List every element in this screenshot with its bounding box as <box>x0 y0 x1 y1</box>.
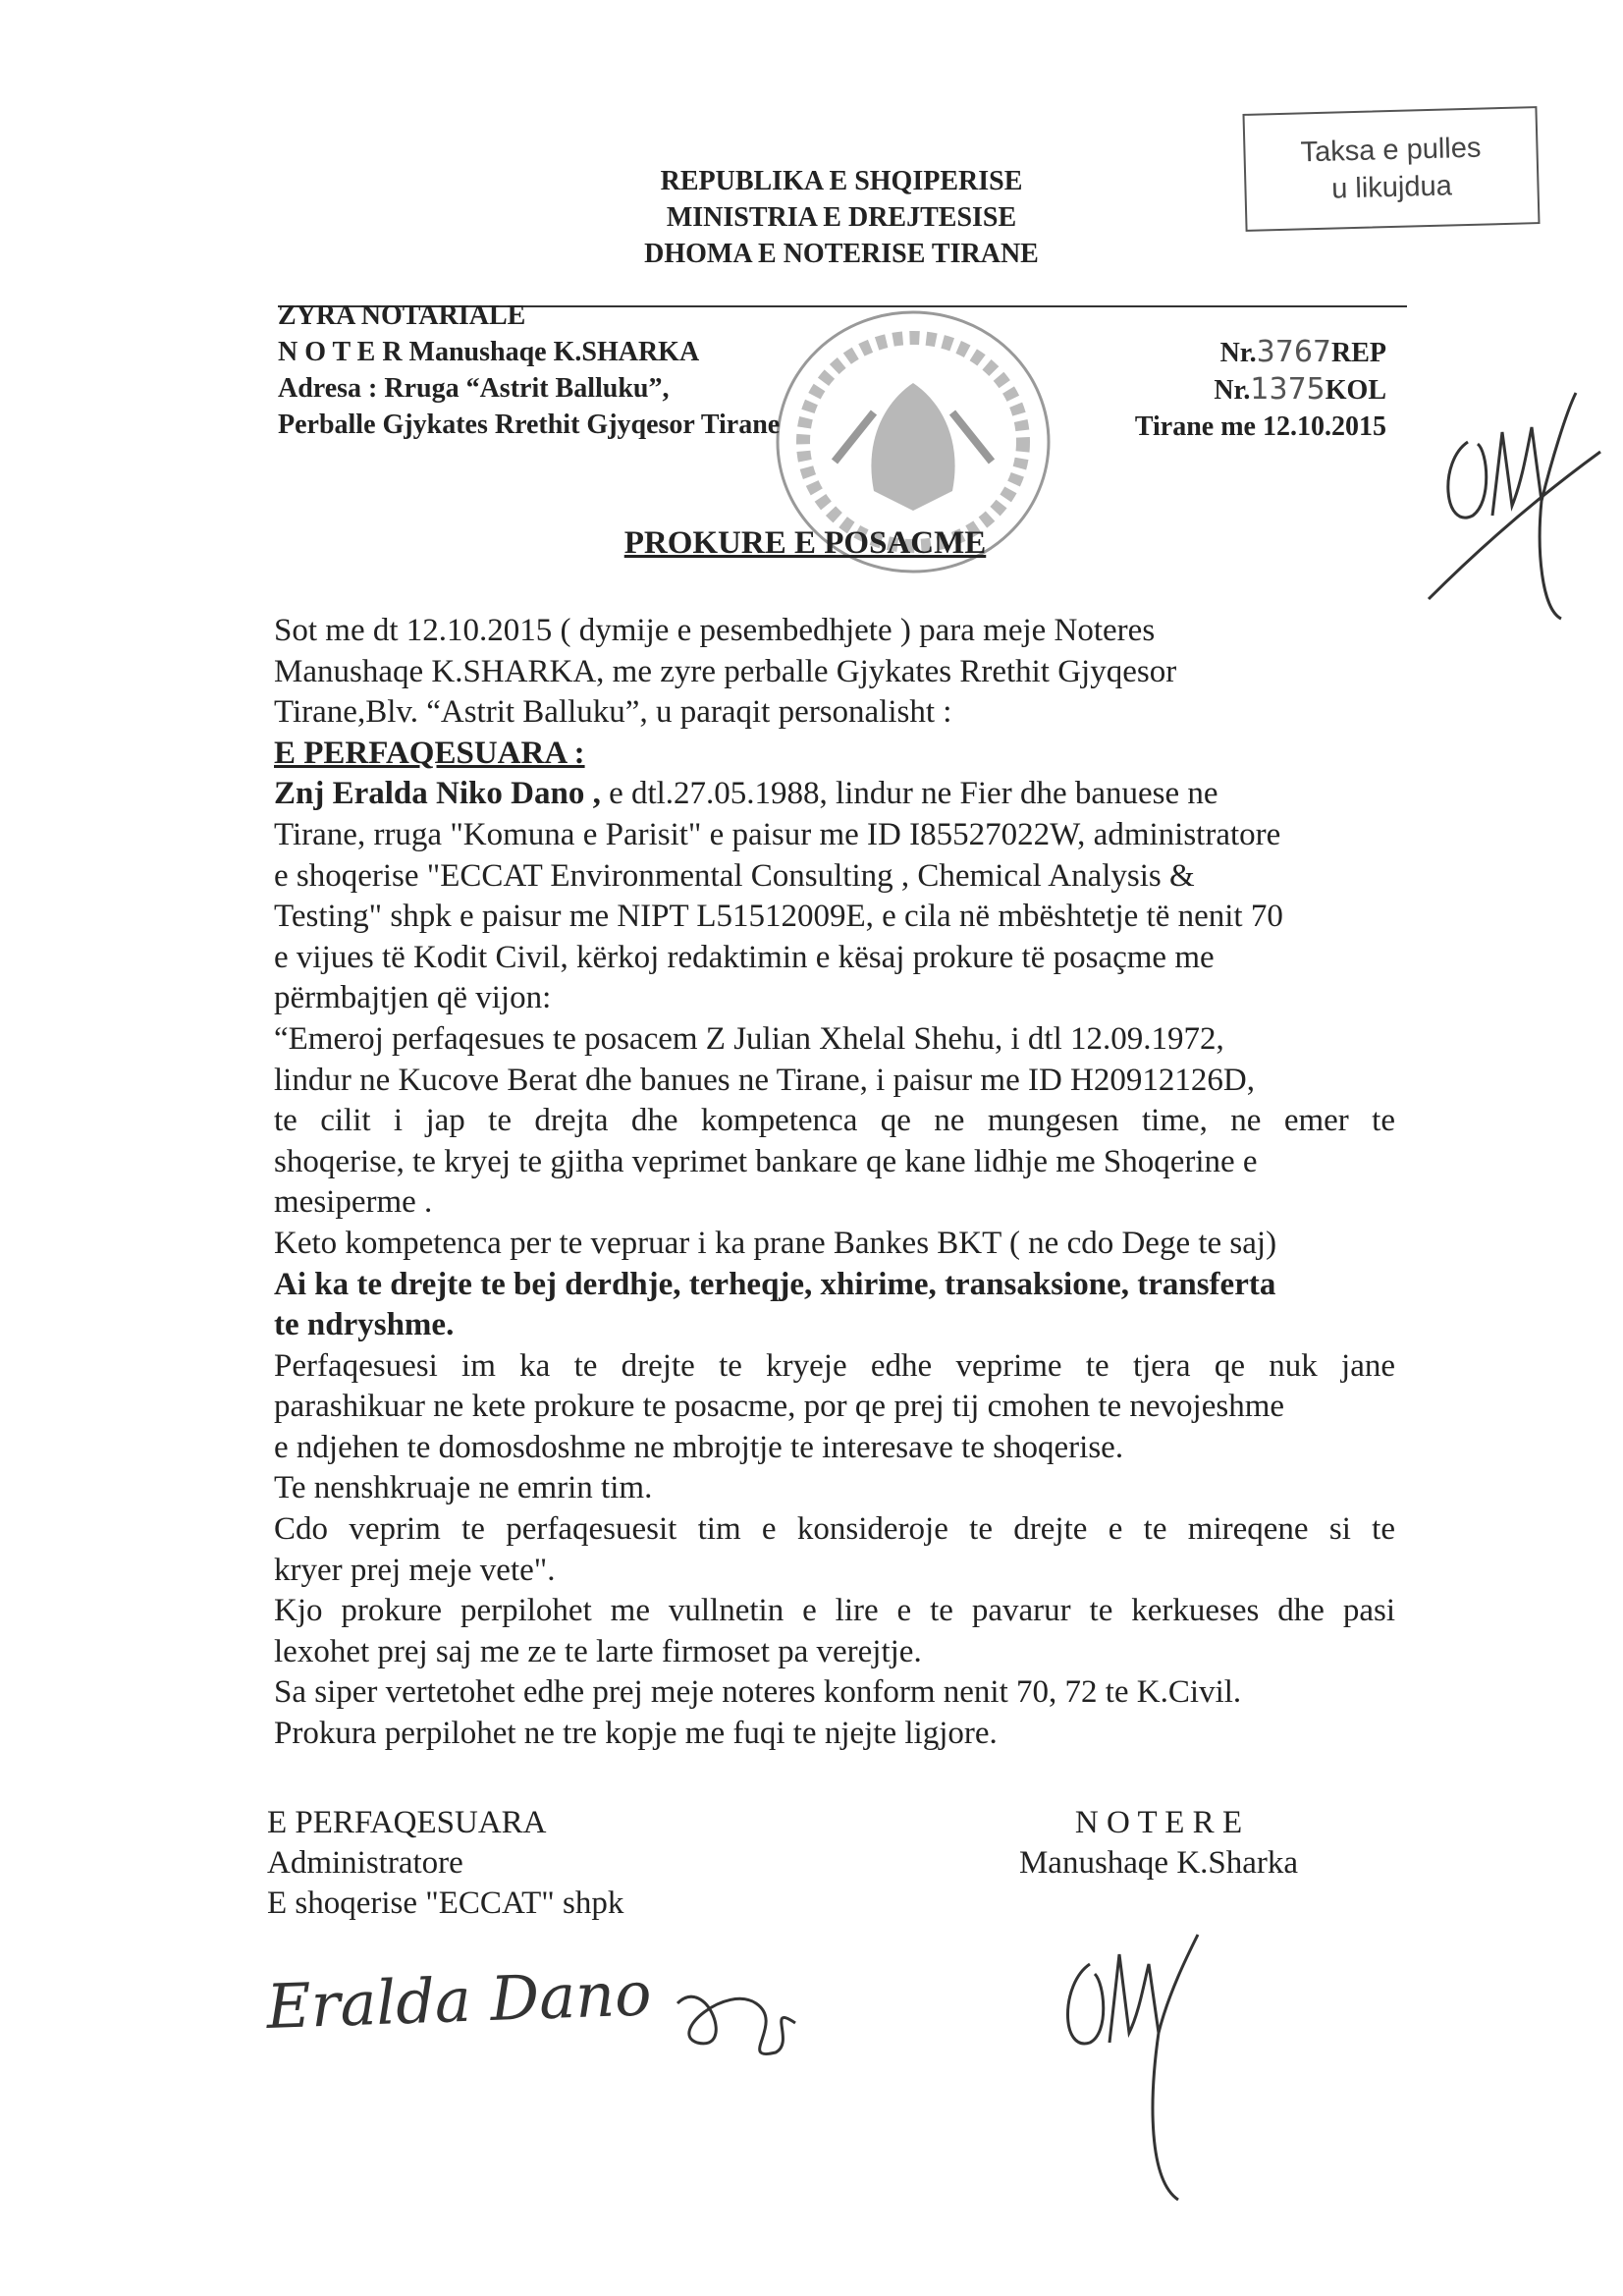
notary-office-block <box>278 298 780 443</box>
body-line: e vijues të Kodit Civil, kërkoj redaktimin e kësaj prokure të posaçme me <box>274 939 1215 975</box>
tax-paid-stamp <box>1242 106 1540 232</box>
body-line: shoqerise, te kryej te gjitha veprimet bankare qe kane lidhje me Shoqerine e <box>274 1143 1258 1179</box>
body-line: mesiperme . <box>274 1184 433 1221</box>
document-date: Tirane me 12.10.2015 <box>1134 411 1386 442</box>
body-line: “Emeroj perfaqesues te posacem Z Julian Xhelal Shehu, i dtl 12.09.1972, <box>274 1020 1224 1057</box>
body-line: Tirane,Blv. “Astrit Balluku”, u paraqit personalisht : <box>274 694 952 731</box>
body-line: lindur ne Kucove Berat dhe banues ne Tirane, i paisur me ID H20912126D, <box>274 1062 1255 1098</box>
body-line: e ndjehen te domosdoshme ne mbrojtje te interesave te shoqerise. <box>274 1429 1124 1465</box>
body-line: kryer prej meje vete". <box>274 1552 556 1588</box>
principal-signature-block <box>267 1803 623 1924</box>
stamp-line: Taksa e pulles <box>1300 132 1482 169</box>
reference-numbers <box>1080 334 1386 445</box>
body-line: te cilit i jap te drejta dhe kompetenca qe ne mungesen time, ne emer te <box>274 1103 1395 1139</box>
body-line: te ndryshme. <box>274 1307 455 1343</box>
body-line: Prokura perpilohet ne tre kopje me fuqi te njejte ligjore. <box>274 1716 998 1752</box>
kol-number: Nr.1375KOL <box>1214 372 1386 407</box>
signature-label: Administratore <box>267 1845 463 1881</box>
body-line: Sot me dt 12.10.2015 ( dymije e pesembedhjete ) para meje Noteres <box>274 613 1156 648</box>
signature-label: E shoqerise "ECCAT" shpk <box>267 1886 624 1921</box>
body-line: Tirane, rruga "Komuna e Parisit" e paisur me ID I85527022W, administratore <box>274 816 1281 852</box>
section-heading: E PERFAQESUARA : <box>274 735 585 771</box>
body-line: Znj Eralda Niko Dano , e dtl.27.05.1988, lindur ne Fier dhe banuese ne <box>274 776 1218 812</box>
office-line: ZYRA NOTARIALE <box>278 301 526 331</box>
stamp-line: u likujdua <box>1330 170 1453 205</box>
body-line: Testing" shpk e paisur me NIPT L51512009E, e cila në mbështetje të nenit 70 <box>274 899 1283 935</box>
body-line: Kjo prokure perpilohet me vullnetin e lire e te pavarur te kerkueses dhe pasi <box>274 1593 1395 1629</box>
office-line: N O T E R Manushaqe K.SHARKA <box>278 337 700 367</box>
header-line: DHOMA E NOTERISE TIRANE <box>644 239 1039 269</box>
header-line: MINISTRIA E DREJTESISE <box>666 202 1017 233</box>
svg-text:Eralda Dano: Eralda Dano <box>265 1957 653 2043</box>
document-title: PROKURE E POSACME <box>623 525 987 561</box>
body-line: parashikuar ne kete prokure te posacme, por qe prej tij cmohen te nevojeshme <box>274 1389 1285 1425</box>
header-line: REPUBLIKA E SHQIPERISE <box>660 166 1023 196</box>
body-line: përmbajtjen që vijon: <box>274 980 552 1016</box>
body-line: Sa siper vertetohet edhe prej meje noteres konform nenit 70, 72 te K.Civil. <box>274 1674 1242 1711</box>
body-line: Perfaqesuesi im ka te drejte te kryeje edhe veprime te tjera qe nuk jane <box>274 1347 1395 1384</box>
body-line: Manushaqe K.SHARKA, me zyre perballe Gjykates Rrethit Gjyqesor <box>274 653 1177 689</box>
principal-signature <box>265 1957 815 2082</box>
document-body <box>274 611 1395 1755</box>
office-line: Adresa : Rruga “Astrit Balluku”, <box>278 373 670 404</box>
body-line: Te nenshkruaje ne emrin tim. <box>274 1470 653 1506</box>
body-line: Cdo veprim te perfaqesuesit tim e konsideroje te drejte e te mireqene si te <box>274 1511 1395 1548</box>
body-line: Keto kompetenca per te vepruar i ka prane Bankes BKT ( ne cdo Dege te saj) <box>274 1225 1277 1261</box>
principal-name: Znj Eralda Niko Dano , <box>274 776 601 812</box>
margin-initials <box>1429 383 1605 638</box>
notary-signature <box>1051 1925 1227 2219</box>
office-line: Perballe Gjykates Rrethit Gjyqesor Tirane <box>278 410 781 440</box>
signature-label: Manushaqe K.Sharka <box>1018 1845 1299 1881</box>
rep-number: Nr.3767REP <box>1219 335 1386 369</box>
signature-label: E PERFAQESUARA <box>267 1805 547 1840</box>
body-line: e shoqerise "ECCAT Environmental Consulting , Chemical Analysis & <box>274 857 1195 894</box>
body-line: Ai ka te drejte te bej derdhje, terheqje, xhirime, transaksione, transferta <box>274 1266 1276 1302</box>
signature-label: N O T E R E <box>1074 1805 1243 1840</box>
notary-signature-block <box>982 1803 1335 1884</box>
body-line: lexohet prej saj me ze te larte firmoset pa verejtje. <box>274 1633 922 1669</box>
